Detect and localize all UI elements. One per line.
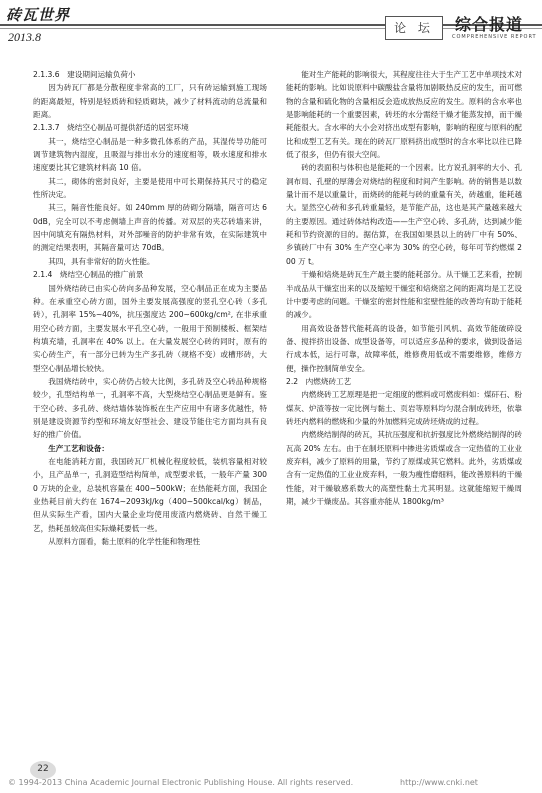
column-tag: 论 坛	[385, 16, 443, 40]
paragraph: 我国烧结砖中，实心砖仍占较大比例，多孔砖及空心砖品种规格较少，孔型结构单一，孔洞率不高，大型烧结空心制品更是鲜有。鉴于空心砖、多孔砖、烧结墙体装饰板在生产应用中有诸多优越性，特别是建设资源节约型和环境友好型社会、建设节能住宅方面均具有良好的推广价值。	[33, 376, 267, 440]
paragraph: 从原料方面看，黏土原料的化学性能和物理性	[48, 537, 201, 547]
journal-logo: 砖瓦世界	[6, 6, 71, 24]
right-column	[286, 68, 522, 508]
paragraph: 在电能消耗方面，我国砖瓦厂机械化程度较低，装机容量相对较小，且产品单一，孔洞造型结构简单，成型要求低，一般年产量 3000 万块的企业，总装机容量在 400~500kW；在热能耗方面，我国企业热耗目前大约在 1674~2093kJ/kg（400~500kcal/kg）制品，但从实际生产看，国内大量企业均使用废渣内燃烧砖、自然干燥工艺，热耗虽较高但实际燥耗要低一些。	[33, 456, 267, 533]
issue-date: 2013.8	[8, 30, 41, 44]
copyright-notice: © 1994-2013 China Academic Journal Electronic Publishing House. All rights reserved.	[8, 778, 354, 787]
paragraph: 其三，隔音性能良好。如 240mm 厚的砖砌分隔墙，隔音可达 60dB，完全可以不考虑侧墙上声音的传播。对双层的夹芯砖墙来讲，因中间填充有隔热材料，对外部噪音的防护非常有效，在实际建筑中的测定结果表明，其隔音量可达 70dB。	[33, 203, 267, 253]
paragraph: 干燥和焙烧是砖瓦生产最主要的能耗部分。从干燥工艺来看，控制半成品从干燥室出来的以及缩短干燥室和焙烧窑之间的距离均是工艺设计中要考虑的问题。干燥室的密封性能和室壁性能的改善均有助于能耗的减少。	[286, 270, 522, 320]
paragraph: 因为砖瓦厂都是分散程度非常高的工厂，只有砖运输到施工现场的距离最短，特别是轻质砖和轻质砌块，减少了材料流动的总流量和距离。	[33, 83, 267, 120]
paragraph: 其四，具有非常好的防火性能。	[48, 256, 155, 266]
paragraph: 生产工艺和设备：	[48, 443, 109, 453]
section-heading: 2.1.4 烧结空心制品的推广前景	[33, 270, 144, 280]
site-url[interactable]: http://www.cnki.net	[400, 778, 478, 787]
paragraph: 用高效设备替代能耗高的设备，如节能引风机、高效节能破碎设备、搅拌挤出设备、成型设备等，可以适应多品种的要求，做到设备运行成本低，运行可靠，故障率低，维修费用低或不需要维修，维修方便，操作控制简单安全。	[286, 323, 522, 373]
page-number: 22	[37, 764, 49, 774]
paragraph: 国外烧结砖已由实心砖向多品种发展，空心制品正在成为主要品种。在承重空心砖方面，国外主要发展高强度的竖孔空心砖（多孔砖），孔洞率 15%~40%，抗压强度达 200~600kg/cm², 在非承重用空心砖方面，主要发展水平孔空心砖，一般用于预制楼板、框架结构填充墙，孔洞率在 40% 以上。在大量发展空心砖的同时，原有的实心砖生产，有一部分已转为生产多孔砖（规格不变）或槽形砖，大型空心制品增长较快。	[33, 283, 267, 373]
page-header	[0, 0, 542, 64]
section-heading: 2.1.3.6 建设期间运输负荷小	[33, 70, 136, 79]
section-title-en: COMPREHENSIVE REPORT	[452, 34, 537, 40]
paragraph: 内燃烧砖工艺原理是把一定细度的燃料或可燃废料如：煤矸石、粉煤灰、炉渣等按一定比例与黏土、页岩等原料均匀混合制成砖坯，依靠砖坯内燃料的燃烧和少量的外加燃料完成砖坯烧成的过程。	[286, 390, 522, 426]
section-title: 综合报道	[455, 15, 524, 34]
paragraph: 其一，烧结空心制品是一种多微孔体系的产品，其湿传导功能可调节建筑物内湿度，且吸湿与排出水分的速度相等，吸水速度和排水速度要比其它建筑材料高 10 倍。	[33, 136, 267, 173]
section-heading: 2.2 内燃烧砖工艺	[286, 376, 352, 386]
left-column	[33, 68, 267, 548]
paragraph: 能对生产能耗的影响很大，其程度往往大于生产工艺中单项技术对能耗的影响。比如说原料中碳酸盐含量将加剧吸热反应的发生，而可燃物的含量和硫化物的含量相反会造成放热反应的发生。原料的含水率也是影响能耗的一个重要因素，砖坯的水分需经干燥才能蒸发掉，而干燥耗能很大。含水率的大小会对挤出成型有影响，影响的程度与原料的配比和成型工艺有关。现在的砖瓦厂原料挤出成型时的含水率比以往已降低了很多，但仍有很大空间。	[286, 70, 522, 160]
paragraph: 内燃烧结制得的砖瓦，其抗压强度和抗折强度比外燃烧结制得的砖瓦高 20% 左右。由于在制坯原料中掺进劣质煤或含一定热值的工业业废弃料，减少了原料的用量，节约了原煤或其它燃料。此外，劣质煤或含有一定热值的工业业废弃料，一般为瘦性磨细料，能改善原料的干燥性能，对干燥敏感系数大的高塑性黏土尤其明显。这就能缩短干燥周期，减少干燥废品。其容重亦能从 1800kg/m³	[286, 430, 522, 506]
section-heading: 2.1.3.7 烧结空心制品可提供舒适的居室环境	[33, 123, 189, 133]
paragraph: 砖的表面积与体积也是能耗的一个因素。比方说孔洞率的大小、孔洞布局、孔壁的厚薄会对烧结的程度和时间产生影响。砖的销售是以数量计而不是以重量计，而烧砖的能耗与砖的重量有关，砖越重，能耗越大。显然空心砖和多孔砖重量轻，是节能产品，这也是其产量越来越大的主要原因。通过砖体结构改造——生产空心砖、多孔砖，达到减少能耗和节约资源的目的。据估算，在我国如果县以上的砖厂中有 50%、乡镇砖厂中有 30% 生产空心率为 30% 的空心砖，每年可节约燃煤 200 万 t。	[286, 163, 522, 266]
page-footer	[0, 758, 542, 793]
paragraph: 其二，砌体的密封良好，主要是使用中可长期保持其尺寸的稳定性所决定。	[33, 176, 267, 200]
